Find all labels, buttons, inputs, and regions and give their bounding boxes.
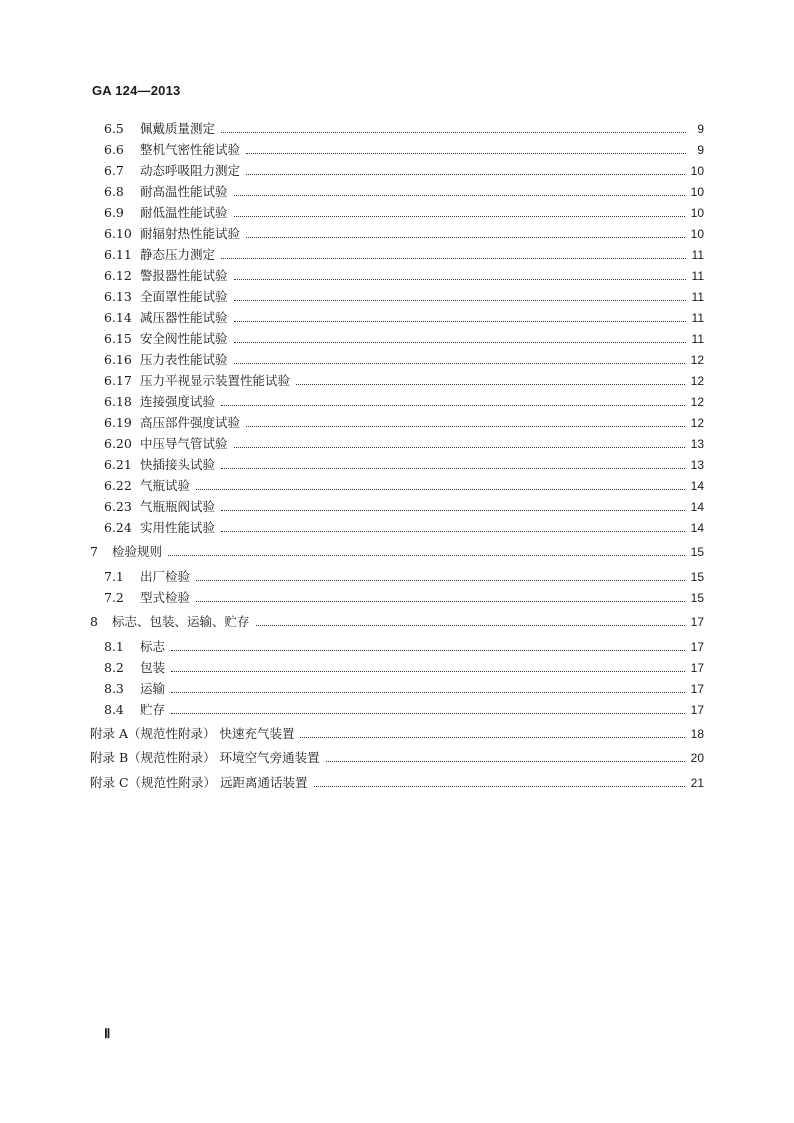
toc-entry-title: 耐低温性能试验 [140,205,228,220]
toc-entry[interactable] [104,121,704,137]
toc-leader [196,600,685,602]
toc-leader [234,362,685,364]
toc-entry[interactable] [104,247,704,263]
toc-entry-title: 快插接头试验 [140,457,216,472]
document-code: GA 124—2013 [92,83,181,98]
toc-entry-page: 11 [691,311,704,325]
toc-entry-title: 安全阀性能试验 [140,331,228,346]
toc-entry-number: 6.8 [104,184,124,199]
toc-entry[interactable] [104,205,704,221]
toc-entry-number: 6.12 [104,268,132,283]
toc-entry[interactable] [104,373,704,389]
toc-entry-number: 6.6 [104,142,124,157]
toc-appendix-entry[interactable] [90,750,704,766]
toc-entry-page: 11 [691,290,704,304]
toc-entry-number: 6.22 [104,478,132,493]
toc-leader [196,579,685,581]
toc-entry-page: 10 [690,227,704,241]
toc-entry-page: 17 [690,615,704,629]
toc-entry-page: 10 [690,206,704,220]
page-number-roman: Ⅱ [104,1026,111,1041]
toc-entry-page: 13 [690,437,704,451]
toc-entry-number: 8 [90,614,98,629]
toc-leader [234,278,686,280]
toc-entry-title: 减压器性能试验 [140,310,228,325]
toc-leader [314,785,685,787]
toc-leader [296,383,685,385]
toc-entry-number: 6.20 [104,436,132,451]
toc-entry-title: 静态压力测定 [140,247,216,262]
toc-entry-title: 包装 [140,660,166,675]
toc-entry-number: 6.19 [104,415,132,430]
toc-leader [171,670,685,672]
toc-entry-number: 6.14 [104,310,132,325]
toc-entry-page: 12 [690,416,704,430]
toc-entry[interactable] [104,520,704,536]
toc-entry[interactable] [104,352,704,368]
toc-entry-title: 动态呼吸阻力测定 [140,163,241,178]
toc-entry-number: 6.10 [104,226,132,241]
toc-entry-page: 9 [697,143,704,157]
toc-entry-number: 6.11 [104,247,132,262]
toc-entry[interactable] [104,660,704,676]
toc-entry[interactable] [104,226,704,242]
toc-entry-number: 6.7 [104,163,124,178]
toc-entry-title: 标志 [140,639,166,654]
toc-leader [221,467,685,469]
toc-leader [221,404,685,406]
toc-entry-number: 6.17 [104,373,132,388]
toc-entry[interactable] [104,639,704,655]
toc-entry-page: 10 [690,164,704,178]
toc-entry-page: 11 [691,332,704,346]
toc-entry-number: 6.18 [104,394,132,409]
toc-entry[interactable] [104,394,704,410]
toc-entry-title: 耐高温性能试验 [140,184,228,199]
toc-entry[interactable] [104,436,704,452]
toc-entry-title: 附录 C（规范性附录） 远距离通话装置 [90,775,308,790]
toc-entry[interactable] [104,499,704,515]
toc-entry-page: 11 [691,248,704,262]
toc-entry-title: 中压导气管试验 [140,436,228,451]
toc-leader [234,341,686,343]
toc-entry[interactable] [104,569,704,585]
toc-entry-page: 9 [697,122,704,136]
toc-chapter-entry[interactable] [90,544,704,560]
toc-entry-title: 实用性能试验 [140,520,216,535]
toc-leader [234,299,686,301]
toc-entry[interactable] [104,702,704,718]
toc-entry-page: 17 [690,640,704,654]
toc-leader [326,760,685,762]
toc-entry-page: 10 [690,185,704,199]
toc-entry-title: 贮存 [140,702,166,717]
toc-entry-title: 全面罩性能试验 [140,289,228,304]
toc-leader [234,446,685,448]
toc-leader [221,131,686,133]
toc-leader [221,257,686,259]
toc-entry[interactable] [104,590,704,606]
toc-entry-page: 18 [690,727,704,741]
toc-entry-title: 出厂检验 [140,569,191,584]
toc-entry[interactable] [104,142,704,158]
toc-leader [196,488,685,490]
toc-entry-title: 压力表性能试验 [140,352,228,367]
toc-entry-page: 12 [690,353,704,367]
toc-entry-page: 11 [691,269,704,283]
toc-appendix-entry[interactable] [90,775,704,791]
toc-entry-number: 6.23 [104,499,132,514]
toc-entry-title: 附录 A（规范性附录） 快速充气装置 [90,726,295,741]
toc-entry[interactable] [104,457,704,473]
toc-entry[interactable] [104,289,704,305]
toc-entry-number: 8.1 [104,639,124,654]
toc-appendix-entry[interactable] [90,726,704,742]
toc-entry-page: 17 [690,661,704,675]
toc-entry-title: 标志、包装、运输、贮存 [112,614,250,629]
toc-entry-page: 14 [690,479,704,493]
toc-leader [246,236,685,238]
toc-entry[interactable] [104,268,704,284]
toc-entry-page: 14 [690,521,704,535]
toc-entry-title: 佩戴质量测定 [140,121,216,136]
toc-entry-page: 21 [690,776,704,790]
toc-entry-number: 6.24 [104,520,132,535]
toc-entry-title: 耐辐射热性能试验 [140,226,241,241]
toc-leader [171,712,685,714]
toc-entry[interactable] [104,478,704,494]
toc-entry-title: 运输 [140,681,166,696]
toc-entry-title: 高压部件强度试验 [140,415,241,430]
toc-entry[interactable] [104,310,704,326]
toc-entry-number: 6.15 [104,331,132,346]
toc-entry-title: 型式检验 [140,590,191,605]
toc-entry-title: 附录 B（规范性附录） 环境空气旁通装置 [90,750,320,765]
toc-entry-page: 13 [690,458,704,472]
toc-leader [171,649,685,651]
toc-leader [234,320,686,322]
toc-entry-page: 17 [690,703,704,717]
toc-entry[interactable] [104,681,704,697]
toc-entry-number: 6.9 [104,205,124,220]
toc-entry-title: 检验规则 [112,544,163,559]
toc-leader [246,173,685,175]
toc-leader [246,425,685,427]
toc-leader [246,152,686,154]
toc-entry-number: 6.13 [104,289,132,304]
toc-entry-title: 气瓶瓶阀试验 [140,499,216,514]
toc-entry-number: 8.4 [104,702,124,717]
toc-entry-number: 7.2 [104,590,124,605]
toc-leader [168,554,685,556]
toc-entry-page: 20 [690,751,704,765]
toc-entry-page: 15 [690,545,704,559]
toc-leader [234,215,685,217]
toc-entry-number: 7 [90,544,98,559]
toc-entry-number: 6.21 [104,457,132,472]
toc-entry-number: 8.3 [104,681,124,696]
toc-entry-page: 15 [690,570,704,584]
toc-leader [256,624,685,626]
toc-entry-number: 7.1 [104,569,124,584]
toc-entry[interactable] [104,331,704,347]
toc-chapter-entry[interactable] [90,614,704,630]
toc-entry-page: 15 [690,591,704,605]
toc-leader [221,530,685,532]
toc-entry-number: 6.5 [104,121,124,136]
toc-leader [300,736,684,738]
toc-entry-page: 17 [690,682,704,696]
toc-entry-title: 压力平视显示装置性能试验 [140,373,291,388]
toc-entry-title: 连接强度试验 [140,394,216,409]
toc-entry-page: 12 [690,374,704,388]
toc-entry-title: 整机气密性能试验 [140,142,241,157]
toc-entry-number: 8.2 [104,660,124,675]
toc-entry-page: 14 [690,500,704,514]
toc-entry[interactable] [104,415,704,431]
toc-entry-page: 12 [690,395,704,409]
toc-entry-number: 6.16 [104,352,132,367]
toc-leader [221,509,685,511]
toc-entry[interactable] [104,184,704,200]
toc-leader [171,691,685,693]
toc-entry-title: 气瓶试验 [140,478,191,493]
toc-leader [234,194,685,196]
toc-entry[interactable] [104,163,704,179]
toc-entry-title: 警报器性能试验 [140,268,228,283]
